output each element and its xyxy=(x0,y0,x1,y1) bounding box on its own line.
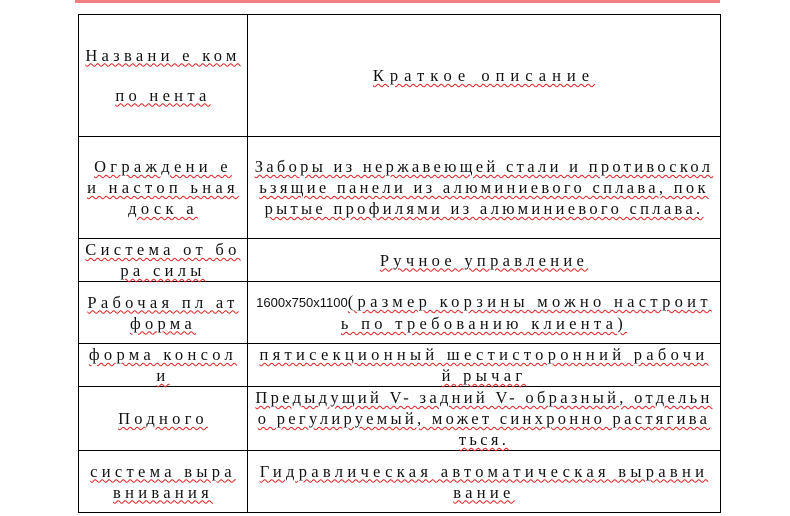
basket-dimensions: 1600x750x1100 xyxy=(256,295,348,310)
table-row xyxy=(79,387,721,451)
component-spec-table xyxy=(78,14,721,513)
component-cell xyxy=(79,451,248,513)
description-cell xyxy=(248,137,721,239)
component-description: Предыдущий V- задний V- образный, отдельно регулируемый, может синхронно растягиваться. xyxy=(255,388,713,449)
table-row xyxy=(79,451,721,513)
component-description: (размер корзины можно настроить по требованию клиента) xyxy=(340,292,712,333)
header-description-cell xyxy=(248,15,721,137)
description-cell xyxy=(248,344,721,387)
table-row xyxy=(79,239,721,282)
component-name: Рабочая пл атформа xyxy=(87,292,239,333)
description-cell xyxy=(248,282,721,344)
component-cell xyxy=(79,344,248,387)
table-header-row xyxy=(79,15,721,137)
component-description: Заборы из нержавеющей стали и противоскользящие панели из алюминиевого сплава, покрытые профилями из алюминиевого сплава. xyxy=(254,157,714,218)
component-name: форма консоли xyxy=(88,345,238,385)
header-component-cell xyxy=(79,15,248,137)
header-description-label: Краткое описание xyxy=(372,66,596,85)
component-description: Ручное управление xyxy=(379,250,589,270)
component-name: Система от бора силы xyxy=(85,240,241,280)
description-cell xyxy=(248,451,721,513)
table-row xyxy=(79,137,721,239)
header-component-label: Названи е компо нента xyxy=(85,45,241,105)
page-top-border xyxy=(75,0,720,3)
component-cell xyxy=(79,239,248,282)
component-cell xyxy=(79,387,248,451)
table-row xyxy=(79,282,721,344)
component-name: система выравнивания xyxy=(90,461,236,502)
component-name: Ограждени е и настоп ьная доск а xyxy=(87,157,239,218)
component-name: Подного xyxy=(118,409,208,428)
table-row xyxy=(79,344,721,387)
component-cell xyxy=(79,137,248,239)
component-description: Гидравлическая автоматическая выравнивание xyxy=(259,461,709,502)
description-cell xyxy=(248,387,721,451)
component-cell xyxy=(79,282,248,344)
component-description: пятисекционный шестисторонний рабочий рычаг xyxy=(259,345,709,385)
description-cell xyxy=(248,239,721,282)
